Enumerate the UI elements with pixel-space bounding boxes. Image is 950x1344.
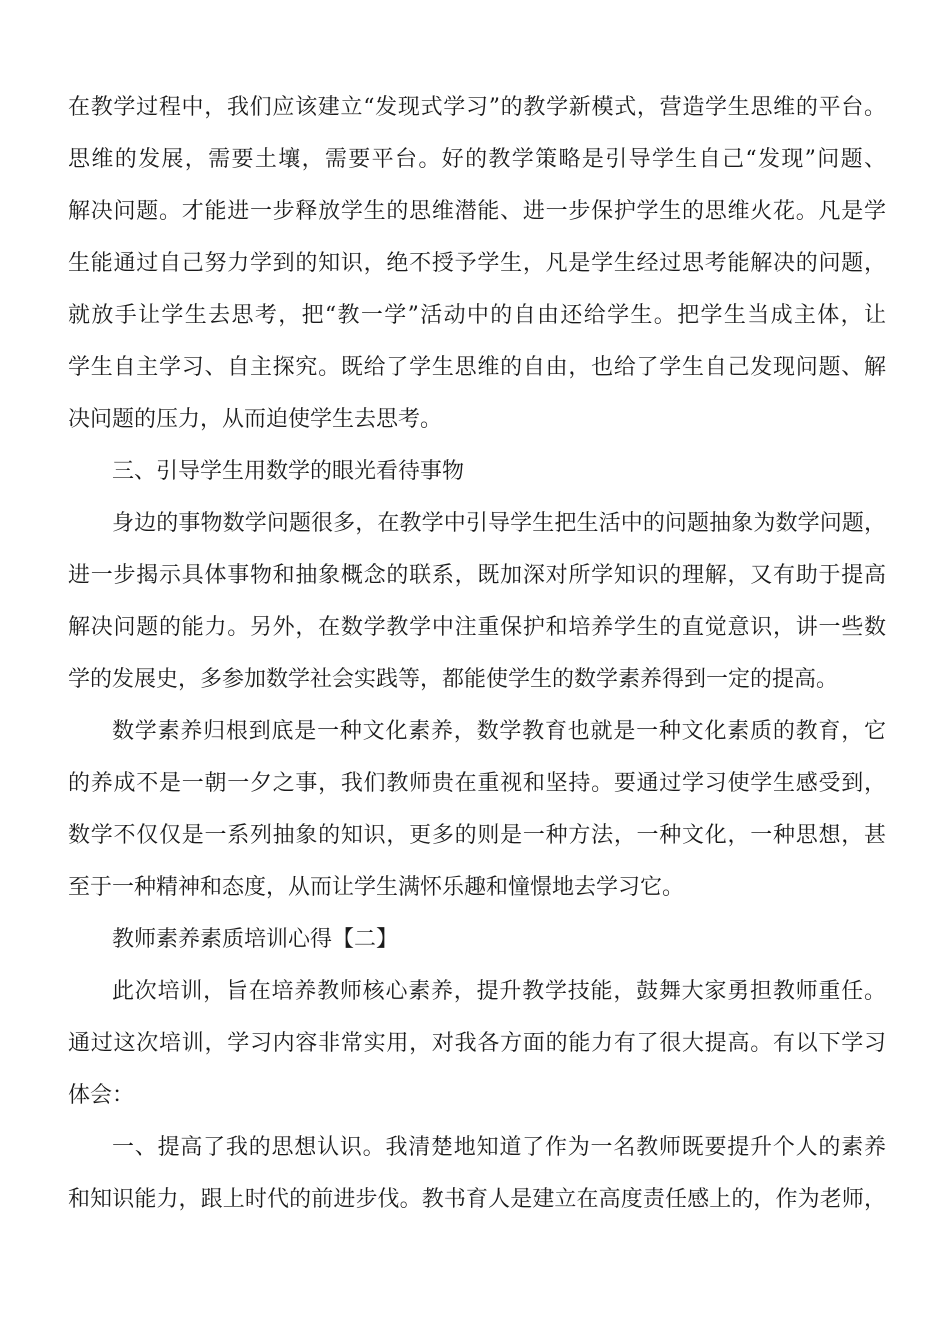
text-line: 解决问题。才能进一步释放学生的思维潜能、进一步保护学生的思维火花。凡是学 (68, 199, 886, 224)
document-subtitle: 教师素养素质培训心得【二】 (112, 927, 399, 952)
text-line: 通过这次培训，学习内容非常实用，对我各方面的能力有了很大提高。有以下学习 (68, 1031, 886, 1056)
text-line: 至于一种精神和态度，从而让学生满怀乐趣和憧憬地去学习它。 (68, 875, 685, 900)
text-line: 就放手让学生去思考，把“教一学”活动中的自由还给学生。把学生当成主体，让 (68, 303, 886, 328)
text-line: 和知识能力，跟上时代的前进步伐。教书育人是建立在高度责任感上的，作为老师， (68, 1187, 886, 1212)
text-line: 体会： (68, 1083, 135, 1108)
text-line: 在教学过程中，我们应该建立“发现式学习”的教学新模式，营造学生思维的平台。 (68, 95, 886, 120)
text-line: 身边的事物数学问题很多，在教学中引导学生把生活中的问题抽象为数学问题， (112, 511, 886, 536)
text-line: 的养成不是一朝一夕之事，我们教师贵在重视和坚持。要通过学习使学生感受到， (68, 771, 886, 796)
text-line: 思维的发展，需要土壤，需要平台。好的教学策略是引导学生自己“发现”问题、 (68, 147, 886, 172)
text-line: 进一步揭示具体事物和抽象概念的联系，既加深对所学知识的理解，又有助于提高 (68, 563, 886, 588)
text-line: 决问题的压力，从而迫使学生去思考。 (68, 407, 443, 432)
text-line: 解决问题的能力。另外，在数学教学中注重保护和培养学生的直觉意识，讲一些数 (68, 615, 886, 640)
text-line: 学生自主学习、自主探究。既给了学生思维的自由，也给了学生自己发现问题、解 (68, 355, 886, 380)
text-line: 数学不仅仅是一系列抽象的知识，更多的则是一种方法，一种文化，一种思想，甚 (68, 823, 886, 848)
text-line: 一、提高了我的思想认识。我清楚地知道了作为一名教师既要提升个人的素养 (112, 1135, 886, 1160)
text-line: 生能通过自己努力学到的知识，绝不授予学生，凡是学生经过思考能解决的问题， (68, 251, 886, 276)
text-line: 学的发展史，多参加数学社会实践等，都能使学生的数学素养得到一定的提高。 (68, 667, 839, 692)
section-heading: 三、引导学生用数学的眼光看待事物 (112, 459, 465, 484)
text-line: 数学素养归根到底是一种文化素养，数学教育也就是一种文化素质的教育，它 (112, 719, 886, 744)
text-line: 此次培训，旨在培养教师核心素养，提升教学技能，鼓舞大家勇担教师重任。 (112, 979, 886, 1004)
